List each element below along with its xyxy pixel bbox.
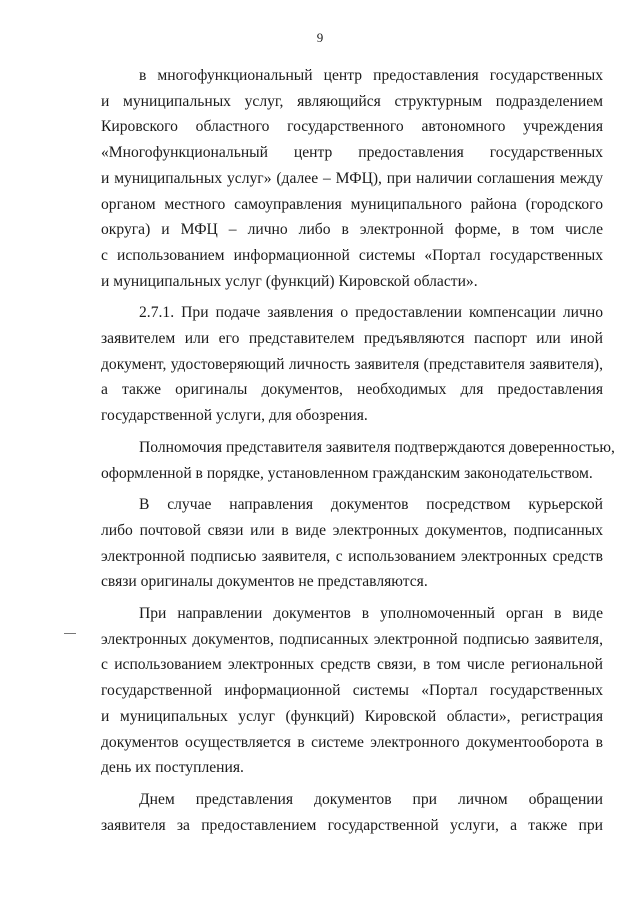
paragraph	[101, 435, 615, 486]
text-line: При направлении документов в уполномоченный орган в виде	[139, 605, 603, 623]
text-line: в многофункциональный центр предоставления государственных	[139, 67, 603, 84]
paragraph	[101, 601, 603, 781]
text-line: Кировского областного государственного автономного учреждения	[101, 118, 603, 136]
text-line: органом местного самоуправления муниципального района (городского	[101, 195, 603, 213]
text-line: государственной услуги, для обозрения.	[101, 407, 368, 425]
text-line: В случае направления документов посредством курьерской	[139, 496, 603, 514]
paragraph	[101, 63, 603, 294]
text-line: «Многофункциональный центр предоставления государственных	[101, 144, 603, 162]
paragraph	[101, 787, 603, 838]
text-line: либо почтовой связи или в виде электронных документов, подписанных	[101, 521, 603, 539]
text-line: заявителем или его представителем предъявляются паспорт или иной	[101, 330, 603, 348]
paragraph	[101, 300, 603, 429]
text-line: день их поступления.	[101, 759, 244, 777]
text-line: и муниципальных услуг (функций) Кировской области».	[101, 272, 478, 290]
text-line: электронных документов, подписанных электронной подписью заявителя,	[101, 630, 603, 648]
text-line: Днем представления документов при личном обращении	[139, 790, 603, 808]
paragraph	[101, 492, 603, 595]
text-line: связи оригиналы документов не представляются.	[101, 573, 428, 591]
text-line: с использованием информационной системы «Портал государственных	[101, 246, 603, 264]
text-line: государственной информационной системы «Портал государственных	[101, 682, 603, 700]
text-line: и муниципальных услуг» (далее – МФЦ), при наличии соглашения между	[101, 169, 603, 187]
text-line: с использованием электронных средств связи, в том числе региональной	[101, 656, 603, 674]
text-line: и муниципальных услуг, являющийся структурным подразделением	[101, 92, 603, 110]
margin-mark	[64, 633, 76, 634]
text-line: документов осуществляется в системе электронного документооборота в	[101, 733, 603, 751]
document-body	[101, 63, 615, 838]
text-line: заявителя за предоставлением государственной услуги, а также при	[101, 816, 603, 834]
text-line: 2.7.1. При подаче заявления о предоставлении компенсации лично	[139, 304, 603, 322]
text-line: а также оригиналы документов, необходимых для предоставления	[101, 381, 603, 399]
text-line: округа) и МФЦ – лично либо в электронной форме, в том числе	[101, 221, 603, 239]
text-line: и муниципальных услуг (функций) Кировской области», регистрация	[101, 707, 603, 725]
text-line: электронной подписью заявителя, с использованием электронных средств	[101, 547, 603, 565]
page-number: 9	[316, 30, 324, 45]
text-line: оформленной в порядке, установленном гражданским законодательством.	[101, 464, 593, 482]
text-line: Полномочия представителя заявителя подтверждаются доверенностью,	[139, 438, 615, 456]
text-line: документ, удостоверяющий личность заявителя (представителя заявителя),	[101, 355, 603, 373]
